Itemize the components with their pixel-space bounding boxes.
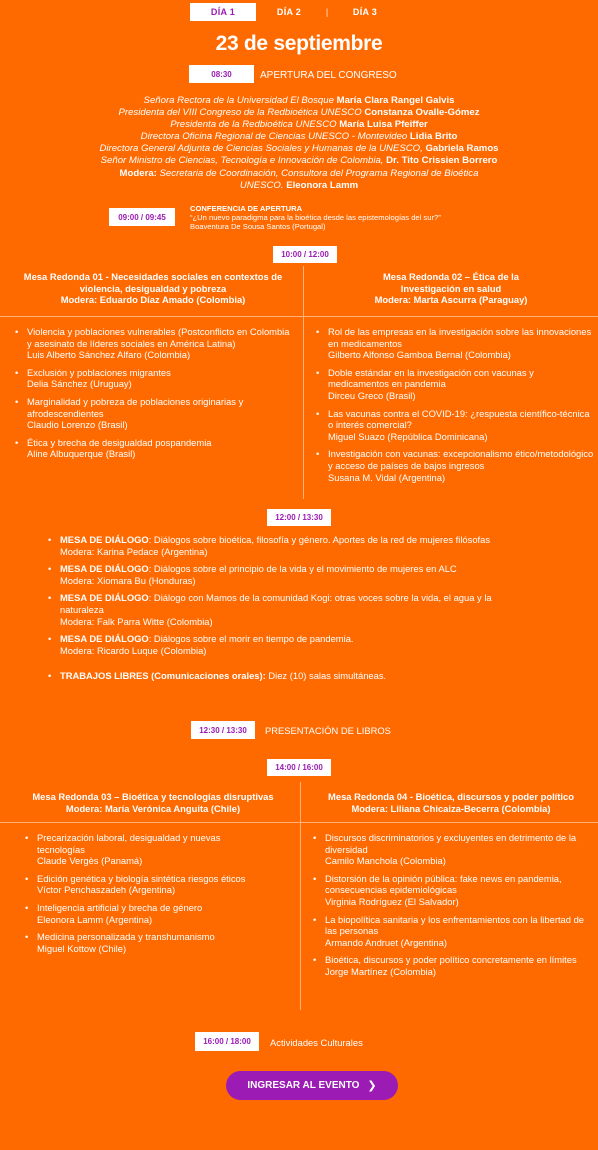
- credit-line: Presidenta de la Redbioética UNESCO María Luisa Pfeiffer: [170, 119, 428, 131]
- list-item: • Doble estándar en la investigación con vacunas y medicamentos en pandemia Dirceu Greco (Brasil): [316, 367, 596, 402]
- credit-line: Directora Oficina Regional de Ciencias UNESCO - Montevideo Lidia Brito: [140, 131, 458, 143]
- tab-dia-1[interactable]: DÍA 1: [190, 3, 256, 21]
- mesa-01-title: Mesa Redonda 01 - Necesidades sociales en contextos de violencia, desigualdad y pobreza: [23, 271, 283, 294]
- list-item: • Violencia y poblaciones vulnerables (Postconflicto en Colombia y asesinato de líderes sociales en América Latina) Luis Alberto Sánchez Alfaro (Colombia): [15, 326, 290, 361]
- list-item: • Inteligencia artificial y brecha de género Eleonora Lamm (Argentina): [25, 902, 270, 925]
- ingresar-evento-button[interactable]: [226, 1071, 398, 1100]
- day-tabs: [190, 3, 398, 21]
- list-item: • Investigación con vacunas: excepcionalismo ético/metodológico y acceso de países de bajos ingresos Susana M. Vidal (Argentina): [316, 448, 596, 483]
- cultural-label: Actividades Culturales: [270, 1037, 363, 1048]
- mesa-01-moderator: Modera: Eduardo Díaz Amado (Colombia): [60, 294, 246, 306]
- tab-dia-3[interactable]: DÍA 3: [352, 7, 378, 17]
- mesa-03-moderator: Modera: María Verónica Anguita (Chile): [65, 802, 241, 814]
- list-item: • MESA DE DIÁLOGO: Diálogos sobre bioética, filosofía y género. Aportes de la red de mujeres filósofas Modera: Karina Pedace (Argentina): [48, 534, 518, 557]
- opening-time-badge: 08:30: [189, 65, 254, 83]
- list-item: • TRABAJOS LIBRES (Comunicaciones orales): Diez (10) salas simultáneas.: [48, 670, 518, 682]
- list-item: • Ética y brecha de desigualdad pospandemia Aline Albuquerque (Brasil): [15, 437, 290, 460]
- mesa-03-header: [8, 791, 298, 814]
- conference-block: [190, 204, 441, 231]
- block3-time-badge: 14:00 / 16:00: [267, 759, 331, 776]
- list-item: • Discursos discriminatorios y excluyentes en detrimento de la diversidad Camilo Manchola (Colombia): [313, 832, 595, 867]
- mesa-03-title: Mesa Redonda 03 – Bioética y tecnologías disruptivas: [32, 791, 274, 802]
- mesa-01-list: [15, 326, 290, 466]
- conference-title: CONFERENCIA DE APERTURA: [190, 204, 303, 213]
- block1-time-badge: 10:00 / 12:00: [273, 246, 337, 263]
- mesa-04-title: Mesa Redonda 04 - Bioética, discursos y poder político: [328, 791, 574, 802]
- list-item: • Distorsión de la opinión pública: fake news en pandemia, consecuencias epidemiológicas Virginia Rodríguez (El Salvador): [313, 873, 595, 908]
- opening-label: APERTURA DEL CONGRESO: [260, 70, 397, 81]
- list-item: • Precarización laboral, desigualdad y nuevas tecnologías Claude Vergès (Panamá): [25, 832, 270, 867]
- column-divider: [303, 266, 304, 499]
- mesa-02-title: Mesa Redonda 02 – Ética de la Investigación en salud: [383, 271, 519, 294]
- column-divider: [300, 782, 301, 1010]
- list-item: • Marginalidad y pobreza de poblaciones originarias y afrodescendientes Claudio Lorenzo (Brasil): [15, 396, 290, 431]
- credit-line: UNESCO. Eleonora Lamm: [239, 179, 359, 191]
- credit-line: Señor Ministro de Ciencias, Tecnología e Innovación de Colombia, Dr. Tito Crissien Borrero: [100, 155, 498, 167]
- mesa-02-moderator: Modera: Marta Ascurra (Paraguay): [374, 294, 528, 306]
- list-item: • Bioética, discursos y poder político concretamente en límites Jorge Martínez (Colombia): [313, 954, 595, 977]
- ingresar-evento-label: INGRESAR AL EVENTO: [247, 1080, 360, 1091]
- opening-credits: [0, 95, 598, 192]
- list-item: • Exclusión y poblaciones migrantes Delia Sánchez (Uruguay): [15, 367, 290, 390]
- credit-line: Señora Rectora de la Universidad El Bosque María Clara Rangel Galvis: [143, 95, 455, 106]
- list-item: • La biopolítica sanitaria y los enfrentamientos con la libertad de las personas Armando Andruet (Argentina): [313, 914, 595, 949]
- cultural-time-badge: 16:00 / 18:00: [195, 1032, 259, 1051]
- dialog-list: [48, 534, 518, 688]
- list-item: • MESA DE DIÁLOGO: Diálogo con Mamos de la comunidad Kogi: otras voces sobre la vida, el agua y la naturaleza Modera: Falk Parra Witte (Colombia): [48, 592, 518, 627]
- mesa-02-list: [316, 326, 596, 489]
- mesa-02-header: [358, 271, 544, 306]
- credit-line: Directora General Adjunta de Ciencias Sociales y Humanas de la UNESCO, Gabriela Ramos: [99, 143, 499, 155]
- list-item: • Edición genética y biología sintética riesgos éticos Víctor Penchaszadeh (Argentina): [25, 873, 270, 896]
- block2-time-badge: 12:00 / 13:30: [267, 509, 331, 526]
- list-item: • Las vacunas contra el COVID-19: ¿respuesta científico-técnica o interés comercial? Miguel Suazo (República Dominicana): [316, 408, 596, 443]
- conference-subtitle: “¿Un nuevo paradigma para la bioética desde las epistemologías del sur?”: [190, 213, 441, 222]
- header-divider: [0, 822, 598, 823]
- mesa-04-header: [306, 791, 596, 814]
- conference-speaker: Boaventura De Sousa Santos (Portugal): [190, 222, 326, 231]
- chevron-right-icon: ❯: [367, 1080, 377, 1092]
- mesa-03-list: [25, 832, 270, 960]
- list-item: • MESA DE DIÁLOGO: Diálogos sobre el principio de la vida y el movimiento de mujeres en ALC Modera: Xiomara Bu (Honduras): [48, 563, 518, 586]
- day-date-heading: 23 de septiembre: [215, 32, 383, 55]
- tab-separator: |: [325, 7, 329, 17]
- conference-time-badge: 09:00 / 09:45: [109, 208, 175, 226]
- header-divider: [0, 316, 598, 317]
- credit-line: Presidenta del VIII Congreso de la Redbioética UNESCO Constanza Ovalle-Gómez: [118, 107, 480, 119]
- mesa-04-moderator: Modera: Liliana Chicaiza-Becerra (Colombia): [351, 802, 551, 814]
- list-item: • Medicina personalizada y transhumanismo Miguel Kottow (Chile): [25, 931, 270, 954]
- list-item: • Rol de las empresas en la investigación sobre las innovaciones en medicamentos Gilberto Alfonso Gamboa Bernal (Colombia): [316, 326, 596, 361]
- list-item: • MESA DE DIÁLOGO: Diálogos sobre el morir en tiempo de pandemia. Modera: Ricardo Luque (Colombia): [48, 633, 518, 656]
- mesa-01-header: [8, 271, 298, 306]
- mesa-04-list: [313, 832, 595, 984]
- credit-line: Modera: Secretaria de Coordinación, Consultora del Programa Regional de Bioética: [119, 167, 479, 179]
- tab-dia-2[interactable]: DÍA 2: [276, 7, 302, 17]
- books-label: PRESENTACIÓN DE LIBROS: [265, 725, 391, 736]
- books-time-badge: 12:30 / 13:30: [191, 721, 255, 739]
